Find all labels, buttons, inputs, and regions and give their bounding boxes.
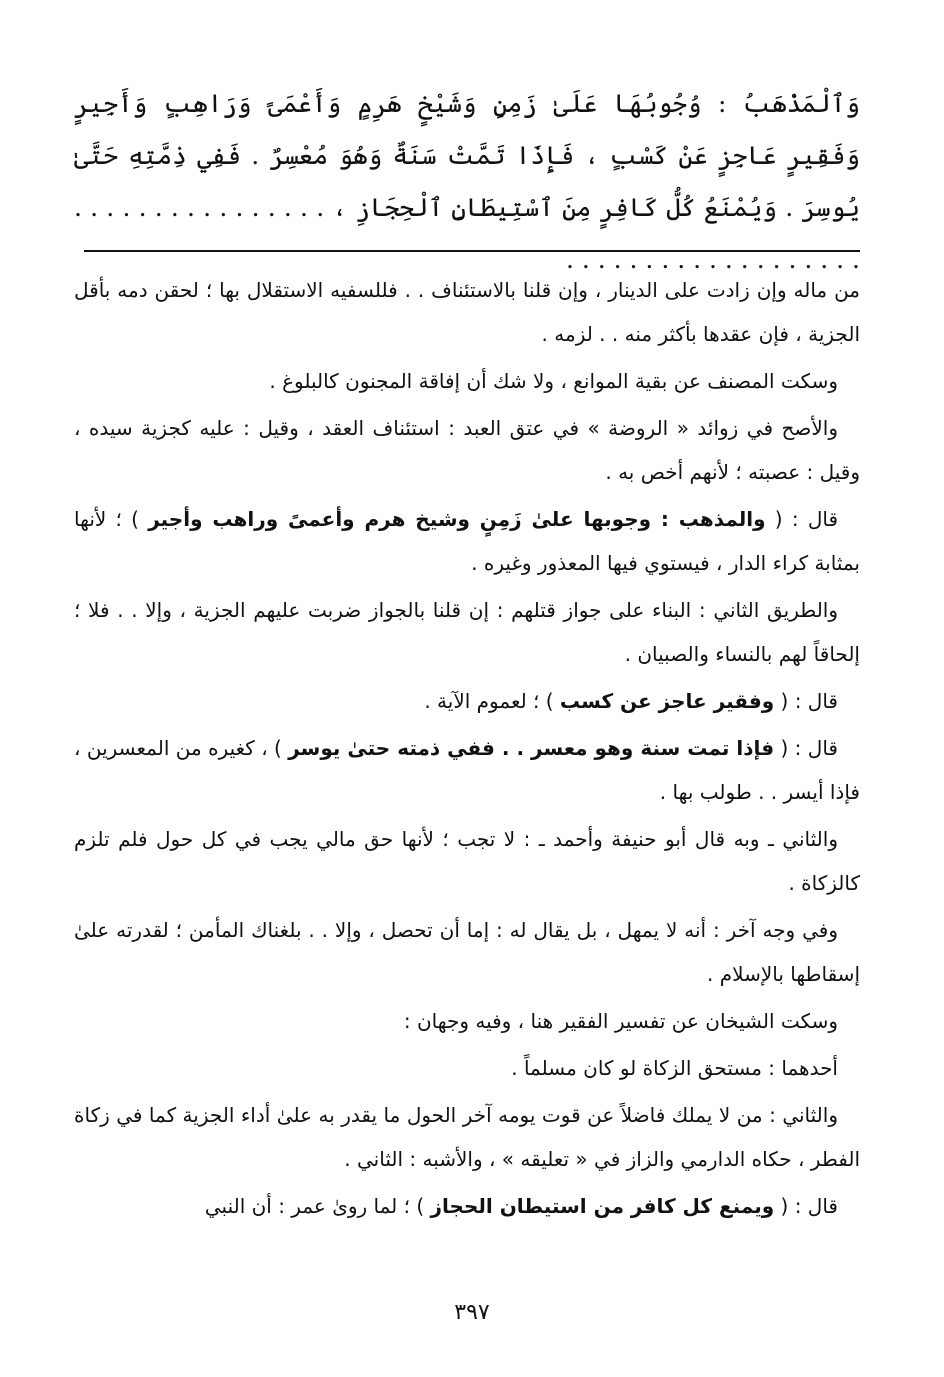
commentary-block bbox=[74, 268, 860, 1231]
commentary-paragraph-3: والأصح في زوائد « الروضة » في عتق العبد : استئناف العقد ، وقيل : عليه كجزية سيده ، وقيل : عصبته ؛ لأنهم أخص به . bbox=[74, 416, 860, 484]
commentary-paragraph-8: والثاني ـ وبه قال أبو حنيفة وأحمد ـ : لا تجب ؛ لأنها حق مالي يجب في كل حول فلم تلزم كالزكاة . bbox=[74, 827, 860, 895]
quote-continuation: ) ؛ لعموم الآية . bbox=[424, 689, 554, 713]
matn-quote: فإذا تمت سنة وهو معسر . . ففي ذمته حتىٰ يوسر bbox=[288, 736, 775, 760]
quote-continuation: ) ، كغيره من المعسرين ، فإذا أيسر . . طولب بها . bbox=[74, 736, 860, 804]
commentary-paragraph-7 bbox=[74, 726, 860, 814]
commentary-paragraph-9: وفي وجه آخر : أنه لا يمهل ، بل يقال له : إما أن تحصل ، وإلا . . بلغناك المأمن ؛ لقدرته علىٰ إسقاطها بالإسلام . bbox=[74, 918, 860, 986]
commentary-paragraph-5: والطريق الثاني : البناء على جواز قتلهم : إن قلنا بالجواز ضربت عليهم الجزية ، وإلا . . فلا ؛ إلحاقاً لهم بالنساء والصبيان . bbox=[74, 598, 860, 666]
commentary-paragraph-4 bbox=[74, 497, 860, 585]
qala-prefix: قال : ( bbox=[780, 689, 838, 713]
qala-prefix: قال : ( bbox=[780, 1194, 838, 1218]
matn-quote: وفقير عاجز عن كسب bbox=[559, 689, 775, 713]
matn-paragraph: وَٱلْمَذْهَبُ : وُجُوبُهَا عَلَىٰ زَمِنٍ وَشَيْخٍ هَرِمٍ وَأَعْمَىً وَرَاهِبٍ وَأَجِيرٍ وَفَقِيرٍ عَاجِزٍ عَنْ كَسْبٍ ، فَإِذَا تَمَّتْ سَنَةٌ وَهُوَ مُعْسِرٌ . فَفِي ذِمَّتِهِ حَتَّىٰ يُوسِرَ . وَيُمْنَعُ كُلُّ كَافِرٍ مِنَ ٱسْتِيطَانِ ٱلْحِجَازِ ، . . . . . . . . . . . . . . . . . . . . . . . . . . . . . . . . . . . bbox=[74, 89, 860, 274]
matn-quote: ويمنع كل كافر من استيطان الحجاز bbox=[430, 1194, 775, 1218]
separator-line bbox=[84, 250, 860, 252]
commentary-paragraph-2: وسكت المصنف عن بقية الموانع ، ولا شك أن إفاقة المجنون كالبلوغ . bbox=[269, 369, 838, 393]
qala-prefix: قال : ( bbox=[774, 507, 839, 531]
commentary-paragraph-10: وسكت الشيخان عن تفسير الفقير هنا ، وفيه وجهان : bbox=[403, 1009, 838, 1033]
matn-text-block bbox=[74, 78, 860, 286]
commentary-paragraph-11: أحدهما : مستحق الزكاة لو كان مسلماً . bbox=[511, 1056, 838, 1080]
matn-quote: والمذهب : وجوبها علىٰ زَمِنٍ وشيخ هرم وأعمىً وراهب وأجير bbox=[148, 507, 766, 531]
quote-continuation: ) ؛ لما روىٰ عمر : أن النبي bbox=[204, 1194, 425, 1218]
qala-prefix: قال : ( bbox=[780, 736, 838, 760]
commentary-paragraph-13 bbox=[74, 1184, 860, 1228]
commentary-paragraph-6 bbox=[74, 679, 860, 723]
quote-continuation: ) ؛ لأنها بمثابة كراء الدار ، فيستوي فيها المعذور وغيره . bbox=[74, 507, 860, 575]
page-number: ٣٩٧ bbox=[454, 1300, 490, 1325]
commentary-paragraph-12: والثاني : من لا يملك فاضلاً عن قوت يومه آخر الحول ما يقدر به علىٰ أداء الجزية كما في زكاة الفطر ، حكاه الدارمي والزاز في « تعليقه » ، والأشبه : الثاني . bbox=[74, 1103, 860, 1171]
commentary-paragraph-1: من ماله وإن زادت على الدينار ، وإن قلنا بالاستئناف . . فللسفيه الاستقلال بها ؛ لحقن دمه بأقل الجزية ، فإن عقدها بأكثر منه . . لزمه . bbox=[74, 278, 860, 346]
